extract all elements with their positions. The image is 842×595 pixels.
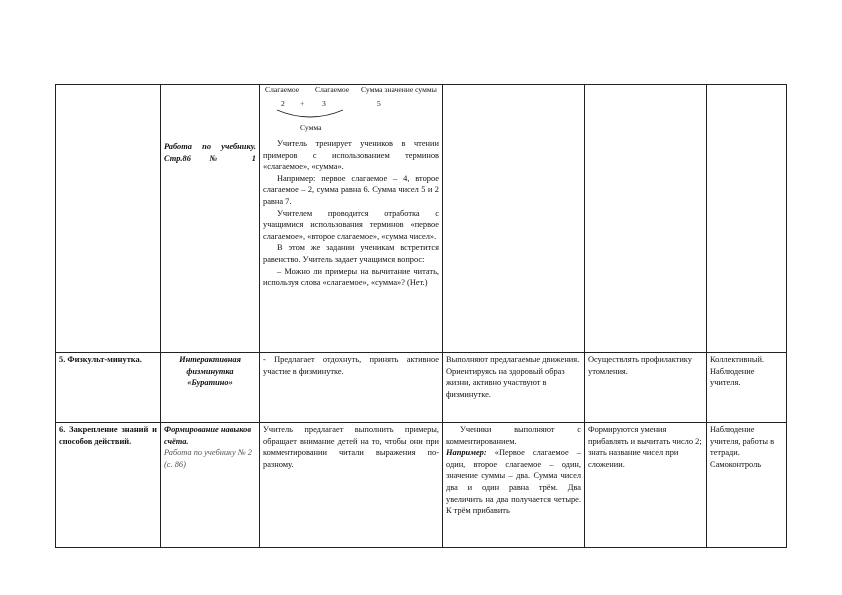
fizminutka-control-text: Коллективный. Наблюдение учителя. <box>710 355 765 388</box>
sum-brace <box>275 108 345 122</box>
cell-control-empty <box>707 85 787 353</box>
teacher-text-3: Учителем проводится отработка с учащимися использования терминов «первое слагаемое», «второе слагаемое», «сумма чисел». <box>263 208 439 241</box>
fizminutka-students-text: Выполняют предлагаемые движения. Ориентируясь на здоровый образ жизни, активно участвуют в физминутке. <box>446 355 580 399</box>
consolidation-stage-label: 6. Закрепление знаний и способов действий. <box>59 425 157 446</box>
cell-method-consolidation <box>161 423 260 548</box>
example-lead: Например: <box>446 448 487 458</box>
cell-results-fizminutka <box>585 353 707 423</box>
term1-label: Слагаемое <box>265 85 300 94</box>
cell-teacher-activity <box>260 85 443 353</box>
sum-terms-diagram <box>263 86 439 138</box>
consolidation-students-text-2: «Первое слагаемое – один, второе слагаемое – один, значение суммы – два. Сумма чисел два и один равна трём. Два увеличить на два получается четыре. К трём прибавить <box>446 448 581 516</box>
fizminutka-stage-label: 5. Физкульт-минутка. <box>59 355 142 364</box>
cell-teacher-consolidation <box>260 423 443 548</box>
sum-label: Сумма <box>300 123 322 132</box>
consolidation-control-text: Наблюдение учителя, работы в тетради. Самоконтроль <box>710 425 775 469</box>
consolidation-method-sub: Работа по учебнику № 2 (с. 86) <box>164 448 252 469</box>
cell-student-activity-empty <box>443 85 585 353</box>
fizminutka-method: Интерактивная физминутка «Буратино» <box>179 355 241 388</box>
cell-results-empty <box>585 85 707 353</box>
cell-results-consolidation <box>585 423 707 548</box>
fizminutka-results-text: Осуществлять профилактику утомления. <box>588 355 692 376</box>
teacher-text-2: Например: первое слагаемое – 4, второе слагаемое – 2, сумма равна 6. Сумма чисел 5 и 2 равна 7. <box>263 173 439 206</box>
plus-sign: + <box>300 99 305 108</box>
cell-stage-consolidation <box>56 423 161 548</box>
textbook-stage-label: Работа по учебнику. Стр.86 № 1 <box>164 142 256 163</box>
cell-teacher-fizminutka <box>260 353 443 423</box>
consolidation-results-text: Формируются умения прибавлять и вычитать число 2; знать название чисел при сложении. <box>588 425 702 469</box>
number-3: 3 <box>322 99 326 108</box>
term2-label: Слагаемое <box>315 85 350 94</box>
consolidation-teacher-text: Учитель предлагает выполнить примеры, обращает внимание детей на то, чтобы они при комментировании читали выражения по-разному. <box>263 425 439 469</box>
cell-students-fizminutka <box>443 353 585 423</box>
cell-stage-textbook <box>161 85 260 353</box>
lesson-plan-table <box>55 84 787 548</box>
table-row <box>56 353 787 423</box>
number-5: 5 <box>377 99 381 108</box>
consolidation-method-title: Формирование навыков счёта. <box>164 425 252 446</box>
cell-stage-fizminutka <box>56 353 161 423</box>
term3-label: Сумма значение суммы <box>361 85 437 94</box>
cell-control-consolidation <box>707 423 787 548</box>
table-row <box>56 423 787 548</box>
cell-stage-empty <box>56 85 161 353</box>
cell-control-fizminutka <box>707 353 787 423</box>
teacher-text-5: – Можно ли примеры на вычитание читать, используя слова «слагаемое», «сумма»? (Нет.) <box>263 266 439 288</box>
cell-method-fizminutka <box>161 353 260 423</box>
cell-students-consolidation <box>443 423 585 548</box>
consolidation-students-text-1: Ученики выполняют с комментированием. <box>446 425 581 446</box>
teacher-text-4: В этом же задании ученикам встретится равенство. Учитель задает учащимся вопрос: <box>263 243 439 264</box>
table-row <box>56 85 787 353</box>
number-2: 2 <box>281 99 285 108</box>
teacher-text-1: Учитель тренирует учеников в чтении примеров с использованием терминов «слагаемое», «сумма». <box>263 139 439 172</box>
fizminutka-teacher-text: - Предлагает отдохнуть, принять активное участие в физминутке. <box>263 355 439 376</box>
